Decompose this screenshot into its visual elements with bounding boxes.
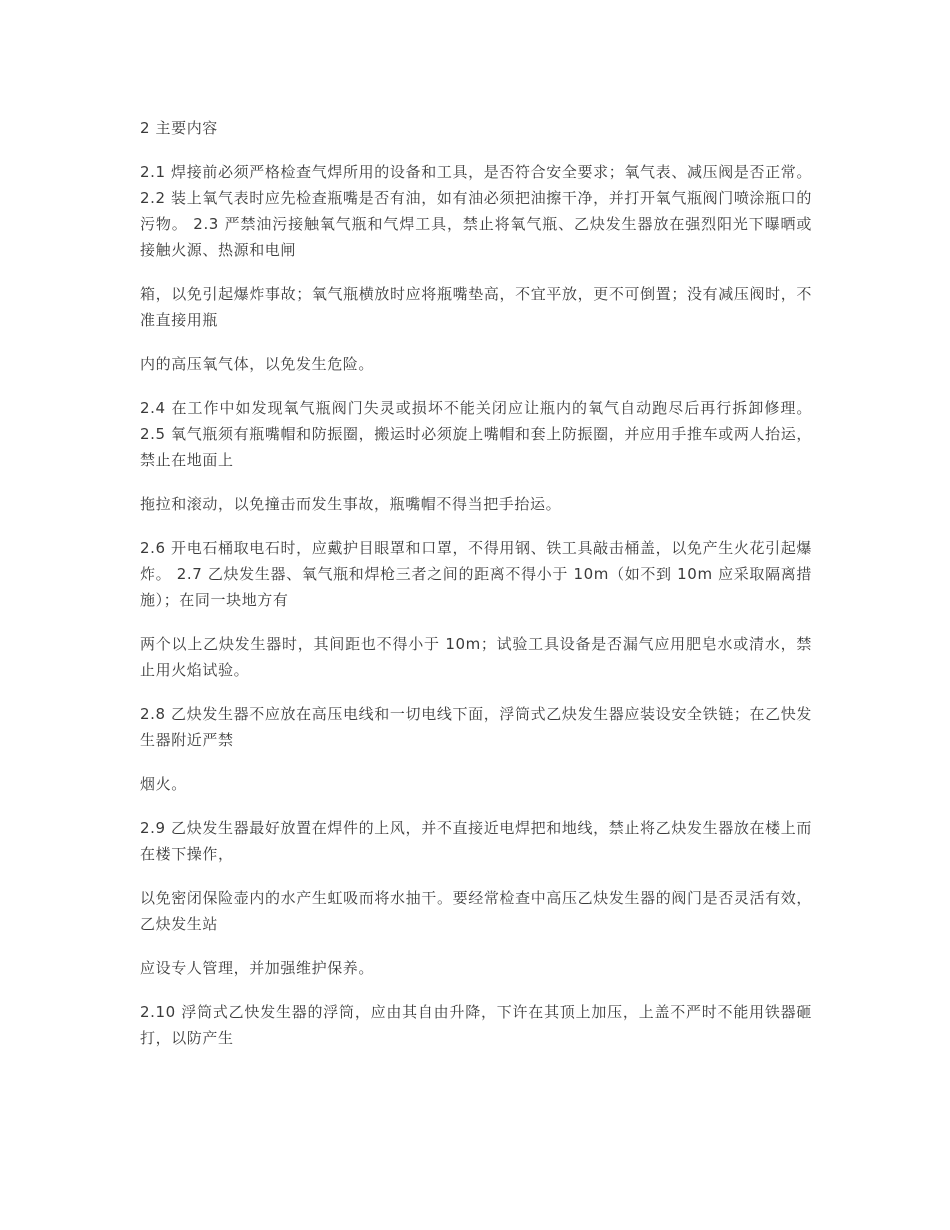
paragraph: 应设专人管理，并加强维护保养。 [140, 959, 375, 977]
paragraph: 2.8 乙炔发生器不应放在高压电线和一切电线下面，浮筒式乙炔发生器应装设安全铁链；在乙快发生器附近严禁 [140, 705, 812, 749]
paragraph: 箱，以免引起爆炸事故；氧气瓶横放时应将瓶嘴垫高，不宜平放，更不可倒置；没有减压阀时，不准直接用瓶 [140, 285, 812, 329]
section-heading: 2 主要内容 [140, 119, 218, 137]
paragraph: 2.6 开电石桶取电石时，应戴护目眼罩和口罩，不得用钢、铁工具敲击桶盖，以免产生火花引起爆炸。 2.7 乙炔发生器、氧气瓶和焊枪三者之间的距离不得小于 10m（如不到 10m 应采取隔离措施）；在同一块地方有 [140, 539, 812, 609]
paragraph: 内的高压氧气体，以免发生危险。 [140, 355, 375, 373]
paragraph: 2.10 浮筒式乙快发生器的浮筒，应由其自由升降，下许在其顶上加压，上盖不严时不能用铁器砸打，以防产生 [140, 1003, 812, 1047]
document-body [140, 115, 812, 1069]
paragraph: 两个以上乙炔发生器时，其间距也不得小于 10m；试验工具设备是否漏气应用肥皂水或清水，禁止用火焰试验。 [140, 635, 812, 679]
paragraph: 2.9 乙炔发生器最好放置在焊件的上风，并不直接近电焊把和地线，禁止将乙炔发生器放在楼上而在楼下操作， [140, 819, 812, 863]
paragraph: 拖拉和滚动，以免撞击而发生事故，瓶嘴帽不得当把手抬运。 [140, 495, 562, 513]
paragraph: 2.4 在工作中如发现氧气瓶阀门失灵或损坏不能关闭应让瓶内的氧气自动跑尽后再行拆卸修理。 2.5 氧气瓶须有瓶嘴帽和防振圈，搬运时必须旋上嘴帽和套上防振圈，并应用手推车或两人抬运，禁止在地面上 [140, 399, 812, 469]
paragraph: 以免密闭保险壶内的水产生虹吸而将水抽干。要经常检查中高压乙炔发生器的阀门是否灵活有效，乙炔发生站 [140, 889, 812, 933]
paragraph: 2.1 焊接前必须严格检查气焊所用的设备和工具，是否符合安全要求；氧气表、减压阀是否正常。 2.2 装上氧气表时应先检查瓶嘴是否有油，如有油必须把油擦干净，并打开氧气瓶阀门喷涂瓶口的污物。 2.3 严禁油污接触氧气瓶和气焊工具，禁止将氧气瓶、乙炔发生器放在强烈阳光下曝晒或接触火源、热源和电闸 [140, 163, 812, 259]
paragraph: 烟火。 [140, 775, 187, 793]
